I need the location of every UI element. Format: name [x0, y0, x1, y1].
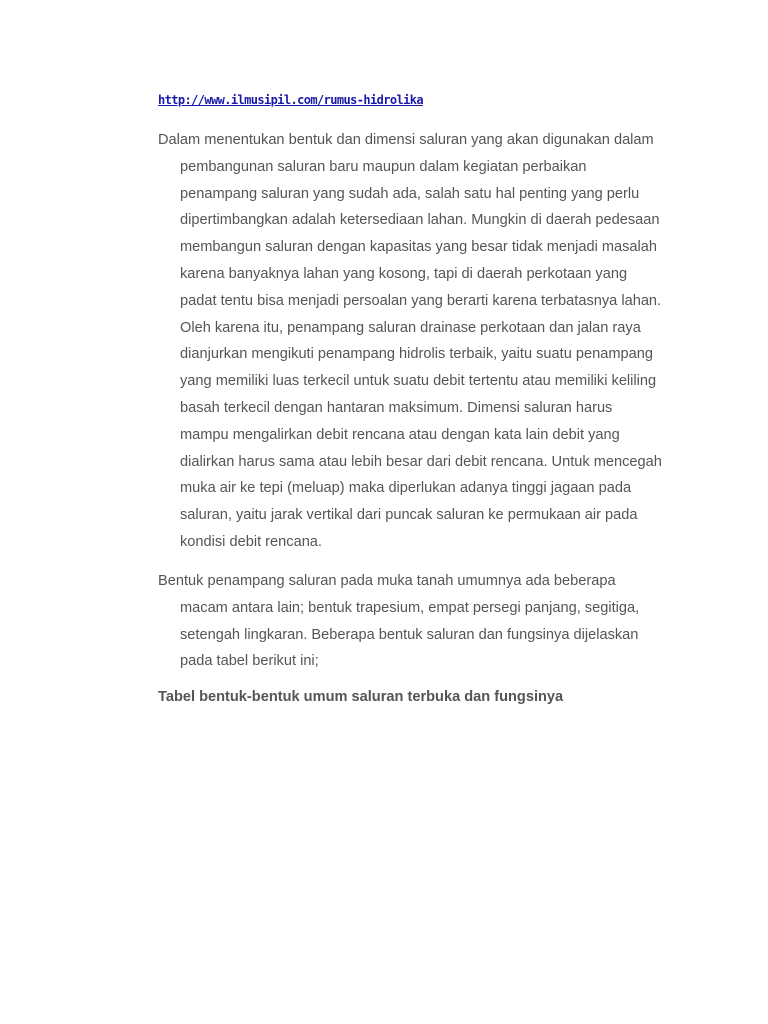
paragraph-line: yang memiliki luas terkecil untuk suatu debit tertentu atau memiliki keliling: [180, 373, 657, 390]
paragraph-line: saluran, yaitu jarak vertikal dari puncak saluran ke permukaan air pada: [180, 507, 638, 524]
table-heading: Tabel bentuk-bentuk umum saluran terbuka dan fungsinya: [158, 689, 564, 705]
paragraph-line: mampu mengalirkan debit rencana atau dengan kata lain debit yang: [180, 426, 620, 443]
paragraph-line: macam antara lain; bentuk trapesium, empat persegi panjang, segitiga,: [180, 599, 640, 616]
paragraph-line: dialirkan harus sama atau lebih besar dari debit rencana. Untuk mencegah: [180, 453, 662, 470]
source-link[interactable]: http://www.ilmusipil.com/rumus-hidrolika: [158, 93, 423, 107]
paragraph-line: dianjurkan mengikuti penampang hidrolis terbaik, yaitu suatu penampang: [180, 346, 653, 363]
paragraph-line: Dalam menentukan bentuk dan dimensi saluran yang akan digunakan dalam: [158, 132, 654, 148]
paragraph-line: dipertimbangkan adalah ketersediaan lahan. Mungkin di daerah pedesaan: [180, 212, 660, 229]
paragraph-line: pada tabel berikut ini;: [180, 653, 319, 670]
paragraph-land-availability: [158, 127, 698, 556]
paragraph-line: muka air ke tepi (meluap) maka diperlukan adanya tinggi jagaan pada: [180, 480, 632, 497]
paragraph-line: karena banyaknya lahan yang kosong, tapi di daerah perkotaan yang: [180, 265, 628, 282]
paragraph-line: Bentuk penampang saluran pada muka tanah umumnya ada beberapa: [158, 573, 616, 589]
paragraph-line: Oleh karena itu, penampang saluran drainase perkotaan dan jalan raya: [180, 319, 641, 336]
paragraph-line: padat tentu bisa menjadi persoalan yang berarti karena terbatasnya lahan.: [180, 292, 662, 309]
paragraph-line: kondisi debit rencana.: [180, 533, 322, 550]
paragraph-line: membangun saluran dengan kapasitas yang besar tidak menjadi masalah: [180, 239, 658, 256]
paragraph-line: penampang saluran yang sudah ada, salah satu hal penting yang perlu: [180, 185, 640, 202]
paragraph-line: pembangunan saluran baru maupun dalam kegiatan perbaikan: [180, 158, 587, 175]
paragraph-line: basah terkecil dengan hantaran maksimum. Dimensi saluran harus: [180, 399, 613, 416]
paragraph-channel-shapes: [158, 568, 698, 675]
paragraph-line: setengah lingkaran. Beberapa bentuk saluran dan fungsinya dijelaskan: [180, 626, 639, 643]
